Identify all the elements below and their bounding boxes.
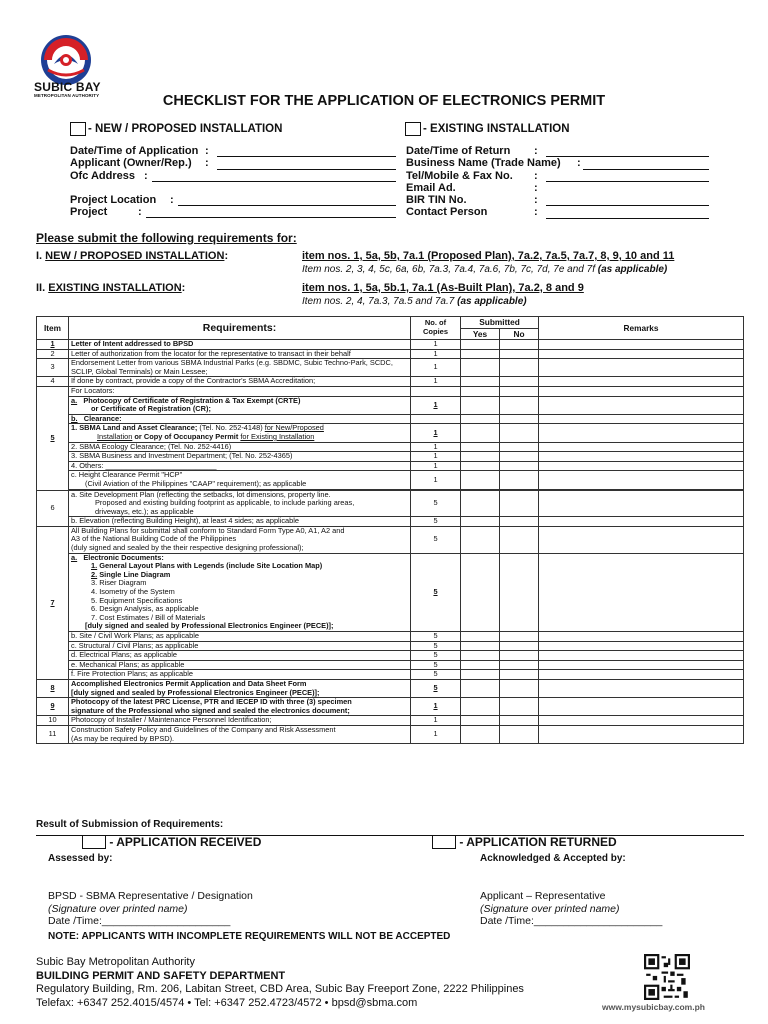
instr-colon: : bbox=[181, 282, 186, 294]
table-row bbox=[37, 471, 744, 489]
remarks-cell[interactable] bbox=[539, 660, 744, 670]
copies: 1 bbox=[411, 471, 461, 489]
sub-text: 4. Isometry of the System bbox=[91, 587, 175, 597]
sub-text: Construction Safety Policy and Guidelines of the Company and Risk Assessment bbox=[71, 724, 336, 734]
sub-text: Accomplished Electronics Permit Application and Data Sheet Form bbox=[71, 678, 307, 688]
copies bbox=[411, 414, 461, 424]
copies: 5 bbox=[411, 632, 461, 642]
table-row bbox=[37, 452, 744, 462]
remarks-cell[interactable] bbox=[539, 414, 744, 424]
col-no: No bbox=[500, 329, 539, 340]
req-text: Letter of authorization from the locator for the representative to transact in their behalf bbox=[69, 349, 411, 359]
instr-optional-note: (as applicable) bbox=[597, 264, 668, 275]
item-number: 9 bbox=[37, 698, 69, 716]
yes-cell[interactable] bbox=[461, 349, 500, 359]
yes-cell[interactable] bbox=[461, 452, 500, 462]
req-text: d. Electrical Plans; as applicable bbox=[69, 651, 411, 661]
received-checkbox[interactable] bbox=[82, 835, 106, 849]
req-text bbox=[69, 679, 411, 697]
instr-new-optional bbox=[302, 264, 667, 275]
req-text: If done by contract, provide a copy of the Contractor's SBMA Accreditation; bbox=[69, 377, 411, 387]
application-returned bbox=[432, 835, 617, 849]
no-cell[interactable] bbox=[500, 553, 539, 631]
yes-cell[interactable] bbox=[461, 670, 500, 680]
project-field[interactable] bbox=[146, 208, 396, 218]
sub-text: driveways, etc.); as applicable bbox=[95, 506, 194, 516]
req-text: For Locators: bbox=[69, 386, 411, 396]
col-requirements: Requirements: bbox=[69, 317, 411, 340]
note: NOTE: APPLICANTS WITH INCOMPLETE REQUIREMENTS WILL NOT BE ACCEPTED bbox=[48, 931, 451, 942]
field-label: Ofc Address bbox=[70, 169, 136, 182]
col-item: Item bbox=[37, 317, 69, 340]
table-row bbox=[37, 698, 744, 716]
field-sep: : bbox=[205, 145, 209, 157]
sub-text: Single Line Diagram bbox=[99, 569, 171, 579]
sub-text: Photocopy of the latest PRC License, PTR and IECEP ID with three (3) specimen bbox=[71, 697, 352, 707]
no-cell[interactable] bbox=[500, 340, 539, 350]
yes-cell[interactable] bbox=[461, 386, 500, 396]
yes-cell[interactable] bbox=[461, 716, 500, 726]
sub-text: General Layout Plans with Legends (include Site Location Map) bbox=[99, 561, 323, 571]
instr-new-label bbox=[36, 250, 228, 262]
sub-label: a. bbox=[71, 552, 78, 562]
item-number: 1 bbox=[37, 340, 69, 350]
business-name-field[interactable] bbox=[583, 160, 709, 170]
copies: 5 bbox=[411, 517, 461, 527]
remarks-cell[interactable] bbox=[539, 386, 744, 396]
table-row bbox=[37, 424, 744, 442]
no-cell[interactable] bbox=[500, 424, 539, 442]
copies: 5 bbox=[411, 553, 461, 631]
sig-date: Date /Time:______________________ bbox=[480, 915, 663, 927]
field-label: Date/Time of Application bbox=[70, 145, 199, 157]
copies: 1 bbox=[411, 396, 461, 414]
footer-dept: BUILDING PERMIT AND SAFETY DEPARTMENT bbox=[36, 969, 286, 982]
req-text bbox=[69, 698, 411, 716]
option-existing bbox=[405, 122, 570, 136]
field-label: BIR TIN No. bbox=[406, 194, 467, 207]
yes-cell[interactable] bbox=[461, 641, 500, 651]
yes-cell[interactable] bbox=[461, 442, 500, 452]
sub-label: a. bbox=[71, 395, 78, 405]
field-sep: : bbox=[534, 181, 538, 194]
copies: 1 bbox=[411, 461, 461, 471]
field-label: Project bbox=[70, 206, 108, 219]
sub-text: [duly signed and sealed by Professional Electronics Engineer (PECE)]; bbox=[85, 621, 334, 631]
instr-label: EXISTING INSTALLATION bbox=[48, 282, 182, 294]
sub-text: [duly signed and sealed by Professional Electronics Engineer (PECE)]; bbox=[71, 687, 320, 697]
req-text bbox=[69, 396, 411, 414]
remarks-cell[interactable] bbox=[539, 698, 744, 716]
remarks-cell[interactable] bbox=[539, 471, 744, 489]
yes-cell[interactable] bbox=[461, 471, 500, 489]
field-label: Business Name (Trade Name) bbox=[406, 157, 561, 170]
copies: 1 bbox=[411, 424, 461, 442]
no-cell[interactable] bbox=[500, 442, 539, 452]
remarks-cell[interactable] bbox=[539, 641, 744, 651]
result-heading: Result of Submission of Requirements: bbox=[36, 819, 224, 830]
existing-installation-checkbox[interactable] bbox=[405, 122, 421, 136]
footer-contact: Telefax: +6347 252.4015/4574 • Tel: +6347 252.4723/4572 • bpsd@sbma.com bbox=[36, 996, 418, 1009]
no-cell[interactable] bbox=[500, 349, 539, 359]
date-return-field[interactable] bbox=[546, 147, 709, 157]
sub-text: 1. SBMA Land and Asset Clearance; bbox=[71, 423, 198, 433]
instr-existing-optional bbox=[302, 296, 527, 307]
footer-org: Subic Bay Metropolitan Authority bbox=[36, 956, 195, 968]
copies: 1 bbox=[411, 698, 461, 716]
copies: 5 bbox=[411, 679, 461, 697]
instr-optional-text: Item nos. 2, 4, 7a.3, 7a.5 and 7a.7 bbox=[302, 296, 455, 307]
copies: 5 bbox=[411, 490, 461, 517]
table-row bbox=[37, 725, 744, 743]
instr-optional-text: Item nos. 2, 3, 4, 5c, 6a, 6b, 7a.3, 7a.4, 7a.6, 7b, 7c, 7d, 7e and 7f bbox=[302, 264, 595, 275]
sub-text: (Civil Aviation of the Philippines "CAAP" requirement); as applicable bbox=[85, 478, 307, 488]
instr-existing-items: item nos. 1, 5a, 5b.1, 7a.1 (As-Built Plan), 7a.2, 8 and 9 bbox=[302, 282, 584, 294]
signature-left bbox=[48, 890, 253, 928]
no-cell[interactable] bbox=[500, 641, 539, 651]
req-text bbox=[69, 471, 411, 489]
yes-cell[interactable] bbox=[461, 340, 500, 350]
req-text bbox=[69, 553, 411, 631]
sub-text: Photocopy of Certificate of Registration & Tax Exempt (CRTE) bbox=[83, 395, 301, 405]
sub-label: 1. bbox=[91, 561, 98, 571]
field-sep: : bbox=[577, 157, 581, 170]
req-text: Photocopy of Installer / Maintenance Personnel Identification; bbox=[69, 716, 411, 726]
sub-text: (As may be required by BPSD). bbox=[71, 733, 175, 743]
copies: 1 bbox=[411, 452, 461, 462]
sub-text: All Building Plans for submittal shall conform to Standard Form Type A0, A1, A2 and bbox=[71, 525, 345, 535]
req-text bbox=[69, 490, 411, 517]
submit-heading: Please submit the following requirements for: bbox=[36, 231, 297, 245]
yes-cell[interactable] bbox=[461, 396, 500, 414]
sub-text: 3. Riser Diagram bbox=[91, 578, 147, 588]
no-cell[interactable] bbox=[500, 490, 539, 517]
contact-person-field[interactable] bbox=[546, 209, 709, 219]
application-received bbox=[82, 835, 261, 849]
left-fields bbox=[70, 145, 396, 218]
yes-cell[interactable] bbox=[461, 526, 500, 553]
assessed-by: Assessed by: bbox=[48, 853, 113, 864]
sub-text: Proposed and existing building footprint as applicable, to include parking areas, bbox=[95, 498, 355, 508]
sig-name: Applicant – Representative bbox=[480, 890, 606, 902]
sub-text: or Copy of Occupancy Permit bbox=[134, 431, 239, 441]
sig-caption: (Signature over printed name) bbox=[480, 902, 620, 915]
field-label: Tel/Mobile & Fax No. bbox=[406, 169, 513, 182]
copies: 1 bbox=[411, 725, 461, 743]
yes-cell[interactable] bbox=[461, 377, 500, 387]
field-label: Project Location bbox=[70, 193, 157, 206]
remarks-cell[interactable] bbox=[539, 452, 744, 462]
remarks-cell[interactable] bbox=[539, 716, 744, 726]
item-number: 7 bbox=[37, 526, 69, 679]
qr-code-icon bbox=[644, 954, 690, 1000]
remarks-cell[interactable] bbox=[539, 461, 744, 471]
yes-cell[interactable] bbox=[461, 490, 500, 517]
table-row bbox=[37, 553, 744, 631]
requirements-table bbox=[36, 316, 744, 744]
website[interactable]: www.mysubicbay.com.ph bbox=[602, 1002, 705, 1012]
remarks-cell[interactable] bbox=[539, 517, 744, 527]
remarks-cell[interactable] bbox=[539, 679, 744, 697]
sub-text: Clearance: bbox=[83, 413, 122, 423]
no-cell[interactable] bbox=[500, 461, 539, 471]
remarks-cell[interactable] bbox=[539, 359, 744, 377]
page-title: CHECKLIST FOR THE APPLICATION OF ELECTRONICS PERMIT bbox=[162, 93, 606, 109]
yes-cell[interactable] bbox=[461, 424, 500, 442]
req-text: f. Fire Protection Plans; as applicable bbox=[69, 670, 411, 680]
remarks-cell[interactable] bbox=[539, 632, 744, 642]
table-row bbox=[37, 340, 744, 350]
no-cell[interactable] bbox=[500, 414, 539, 424]
instr-prefix: II. bbox=[36, 282, 49, 294]
sub-text: Installation bbox=[97, 431, 133, 441]
copies: 5 bbox=[411, 651, 461, 661]
no-cell[interactable] bbox=[500, 396, 539, 414]
sub-label: b. bbox=[71, 413, 78, 423]
copies: 5 bbox=[411, 641, 461, 651]
item-number: 6 bbox=[37, 490, 69, 526]
req-text bbox=[69, 725, 411, 743]
right-fields bbox=[406, 145, 709, 219]
copies: 1 bbox=[411, 359, 461, 377]
office-address-field[interactable] bbox=[152, 172, 396, 182]
table-row bbox=[37, 377, 744, 387]
remarks-cell[interactable] bbox=[539, 725, 744, 743]
item-number: 10 bbox=[37, 716, 69, 726]
remarks-cell[interactable] bbox=[539, 490, 744, 517]
remarks-cell[interactable] bbox=[539, 340, 744, 350]
sub-text: (Tel. No. 252-4148) bbox=[199, 423, 263, 433]
item-number: 8 bbox=[37, 679, 69, 697]
table-row bbox=[37, 359, 744, 377]
no-cell[interactable] bbox=[500, 386, 539, 396]
copies: 5 bbox=[411, 660, 461, 670]
remarks-cell[interactable] bbox=[539, 442, 744, 452]
instr-existing-label bbox=[36, 282, 185, 294]
option-new bbox=[70, 122, 282, 136]
sub-text: Electronic Documents: bbox=[83, 552, 164, 562]
remarks-cell[interactable] bbox=[539, 553, 744, 631]
instr-prefix: I. bbox=[36, 250, 46, 262]
remarks-cell[interactable] bbox=[539, 377, 744, 387]
yes-cell[interactable] bbox=[461, 359, 500, 377]
req-text: b. Site / Civil Work Plans; as applicable bbox=[69, 632, 411, 642]
no-cell[interactable] bbox=[500, 679, 539, 697]
req-text bbox=[69, 526, 411, 553]
sub-text: 5. Equipment Specifications bbox=[91, 595, 183, 605]
req-text: 4. Others: ___________________________ bbox=[69, 461, 411, 471]
remarks-cell[interactable] bbox=[539, 396, 744, 414]
yes-cell[interactable] bbox=[461, 414, 500, 424]
copies: 1 bbox=[411, 340, 461, 350]
req-text: b. Elevation (reflecting Building Height), at least 4 sides; as applicable bbox=[69, 517, 411, 527]
instr-new-items: item nos. 1, 5a, 5b, 7a.1 (Proposed Plan), 7a.2, 7a.5, 7a.7, 8, 9, 10 and 11 bbox=[302, 250, 675, 262]
project-location-field[interactable] bbox=[178, 196, 396, 206]
field-label: Date/Time of Return bbox=[406, 145, 511, 157]
footer bbox=[36, 956, 524, 1010]
no-cell[interactable] bbox=[500, 670, 539, 680]
sub-text: a. Site Development Plan (reflecting the setbacks, lot dimensions, property line. bbox=[71, 489, 331, 499]
yes-cell[interactable] bbox=[461, 660, 500, 670]
req-text bbox=[69, 424, 411, 442]
table-row bbox=[37, 632, 744, 642]
field-sep: : bbox=[534, 206, 538, 219]
table-row bbox=[37, 651, 744, 661]
no-cell[interactable] bbox=[500, 526, 539, 553]
no-cell[interactable] bbox=[500, 725, 539, 743]
col-submitted: Submitted bbox=[461, 317, 539, 329]
remarks-cell[interactable] bbox=[539, 424, 744, 442]
no-cell[interactable] bbox=[500, 377, 539, 387]
table-row bbox=[37, 679, 744, 697]
item-number: 11 bbox=[37, 725, 69, 743]
no-cell[interactable] bbox=[500, 471, 539, 489]
sub-text: A3 of the National Building Code of the Philippines bbox=[71, 534, 237, 544]
yes-cell[interactable] bbox=[461, 698, 500, 716]
remarks-cell[interactable] bbox=[539, 651, 744, 661]
instr-colon: : bbox=[224, 250, 229, 262]
item-number: 3 bbox=[37, 359, 69, 377]
field-sep: : bbox=[534, 169, 538, 182]
field-label: Contact Person bbox=[406, 206, 488, 219]
logo-name: SUBIC BAY bbox=[34, 80, 101, 94]
field-sep: : bbox=[205, 157, 209, 170]
returned-label: - APPLICATION RETURNED bbox=[459, 835, 617, 849]
yes-cell[interactable] bbox=[461, 553, 500, 631]
copies: 5 bbox=[411, 526, 461, 553]
req-text: e. Mechanical Plans; as applicable bbox=[69, 660, 411, 670]
item-number: 2 bbox=[37, 349, 69, 359]
applicant-field[interactable] bbox=[217, 160, 396, 170]
field-sep: : bbox=[144, 169, 148, 182]
col-copies: No. of Copies bbox=[411, 317, 461, 340]
instr-optional-note: (as applicable) bbox=[457, 296, 527, 307]
copies: 5 bbox=[411, 670, 461, 680]
col-yes: Yes bbox=[461, 329, 500, 340]
item-number: 4 bbox=[37, 377, 69, 387]
received-label: - APPLICATION RECEIVED bbox=[109, 835, 262, 849]
no-cell[interactable] bbox=[500, 651, 539, 661]
copies: 1 bbox=[411, 349, 461, 359]
field-sep: : bbox=[170, 193, 174, 206]
req-text: c. Structural / Civil Plans; as applicable bbox=[69, 641, 411, 651]
date-application-field[interactable] bbox=[217, 147, 396, 157]
yes-cell[interactable] bbox=[461, 651, 500, 661]
option-existing-label: - EXISTING INSTALLATION bbox=[423, 123, 570, 136]
col-remarks: Remarks bbox=[539, 317, 744, 340]
yes-cell[interactable] bbox=[461, 461, 500, 471]
yes-cell[interactable] bbox=[461, 725, 500, 743]
bir-tin-field[interactable] bbox=[546, 196, 709, 206]
new-installation-checkbox[interactable] bbox=[70, 122, 86, 136]
no-cell[interactable] bbox=[500, 660, 539, 670]
no-cell[interactable] bbox=[500, 632, 539, 642]
copies bbox=[411, 386, 461, 396]
sub-text: 7. Cost Estimates / Bill of Materials bbox=[91, 612, 206, 622]
sig-date: Date /Time:______________________ bbox=[48, 915, 231, 927]
field-label: Applicant (Owner/Rep.) bbox=[70, 157, 192, 170]
remarks-cell[interactable] bbox=[539, 526, 744, 553]
field-sep: : bbox=[138, 206, 142, 219]
req-text: 2. SBMA Ecology Clearance; (Tel. No. 252-4416) bbox=[69, 442, 411, 452]
signature-right bbox=[480, 890, 662, 928]
no-cell[interactable] bbox=[500, 517, 539, 527]
req-text: Letter of Intent addressed to BPSD bbox=[69, 340, 411, 350]
copies: 1 bbox=[411, 442, 461, 452]
sig-caption: (Signature over printed name) bbox=[48, 902, 188, 915]
logo-subtitle: METROPOLITAN AUTHORITY bbox=[34, 93, 100, 98]
sub-text: for Existing Installation bbox=[240, 431, 315, 441]
table-row bbox=[37, 526, 744, 553]
no-cell[interactable] bbox=[500, 452, 539, 462]
field-sep: : bbox=[534, 145, 538, 157]
sub-text: signature of the Professional who signed and sealed the electronics document; bbox=[71, 705, 350, 715]
instr-label: NEW / PROPOSED INSTALLATION bbox=[45, 250, 225, 262]
table-row bbox=[37, 396, 744, 414]
sub-label: 2. bbox=[91, 569, 98, 579]
req-text: 3. SBMA Business and Investment Department; (Tel. No. 252-4365) bbox=[69, 452, 411, 462]
sub-text: or Certificate of Registration (CR); bbox=[91, 404, 211, 414]
no-cell[interactable] bbox=[500, 716, 539, 726]
copies: 1 bbox=[411, 716, 461, 726]
no-cell[interactable] bbox=[500, 698, 539, 716]
yes-cell[interactable] bbox=[461, 517, 500, 527]
sub-text: (duly signed and sealed by the their respective designing professional); bbox=[71, 543, 304, 553]
yes-cell[interactable] bbox=[461, 679, 500, 697]
option-new-label: - NEW / PROPOSED INSTALLATION bbox=[88, 123, 283, 136]
remarks-cell[interactable] bbox=[539, 670, 744, 680]
sub-text: 6. Design Analysis, as applicable bbox=[91, 604, 199, 614]
copies: 1 bbox=[411, 377, 461, 387]
field-label: Email Ad. bbox=[406, 181, 456, 194]
yes-cell[interactable] bbox=[461, 632, 500, 642]
item-number: 5 bbox=[37, 386, 69, 490]
table-row bbox=[37, 490, 744, 517]
sig-name: BPSD - SBMA Representative / Designation bbox=[48, 890, 253, 902]
returned-checkbox[interactable] bbox=[432, 835, 456, 849]
no-cell[interactable] bbox=[500, 359, 539, 377]
req-text: Endorsement Letter from various SBMA Industrial Parks (e.g. SBDMC, Subic Techno-Park, SCDC, SCLIP, Global Terminals) or Main Lessee; bbox=[69, 359, 411, 377]
remarks-cell[interactable] bbox=[539, 349, 744, 359]
acknowledged-by: Acknowledged & Accepted by: bbox=[480, 853, 626, 864]
field-sep: : bbox=[534, 194, 538, 207]
footer-address: Regulatory Building, Rm. 206, Labitan Street, CBD Area, Subic Bay Freeport Zone, 2222 Philippines bbox=[36, 983, 524, 995]
sub-text: for New/Proposed bbox=[264, 423, 324, 433]
tel-field[interactable] bbox=[546, 172, 709, 182]
sub-text: c. Height Clearance Permit "HCP" bbox=[71, 470, 183, 480]
